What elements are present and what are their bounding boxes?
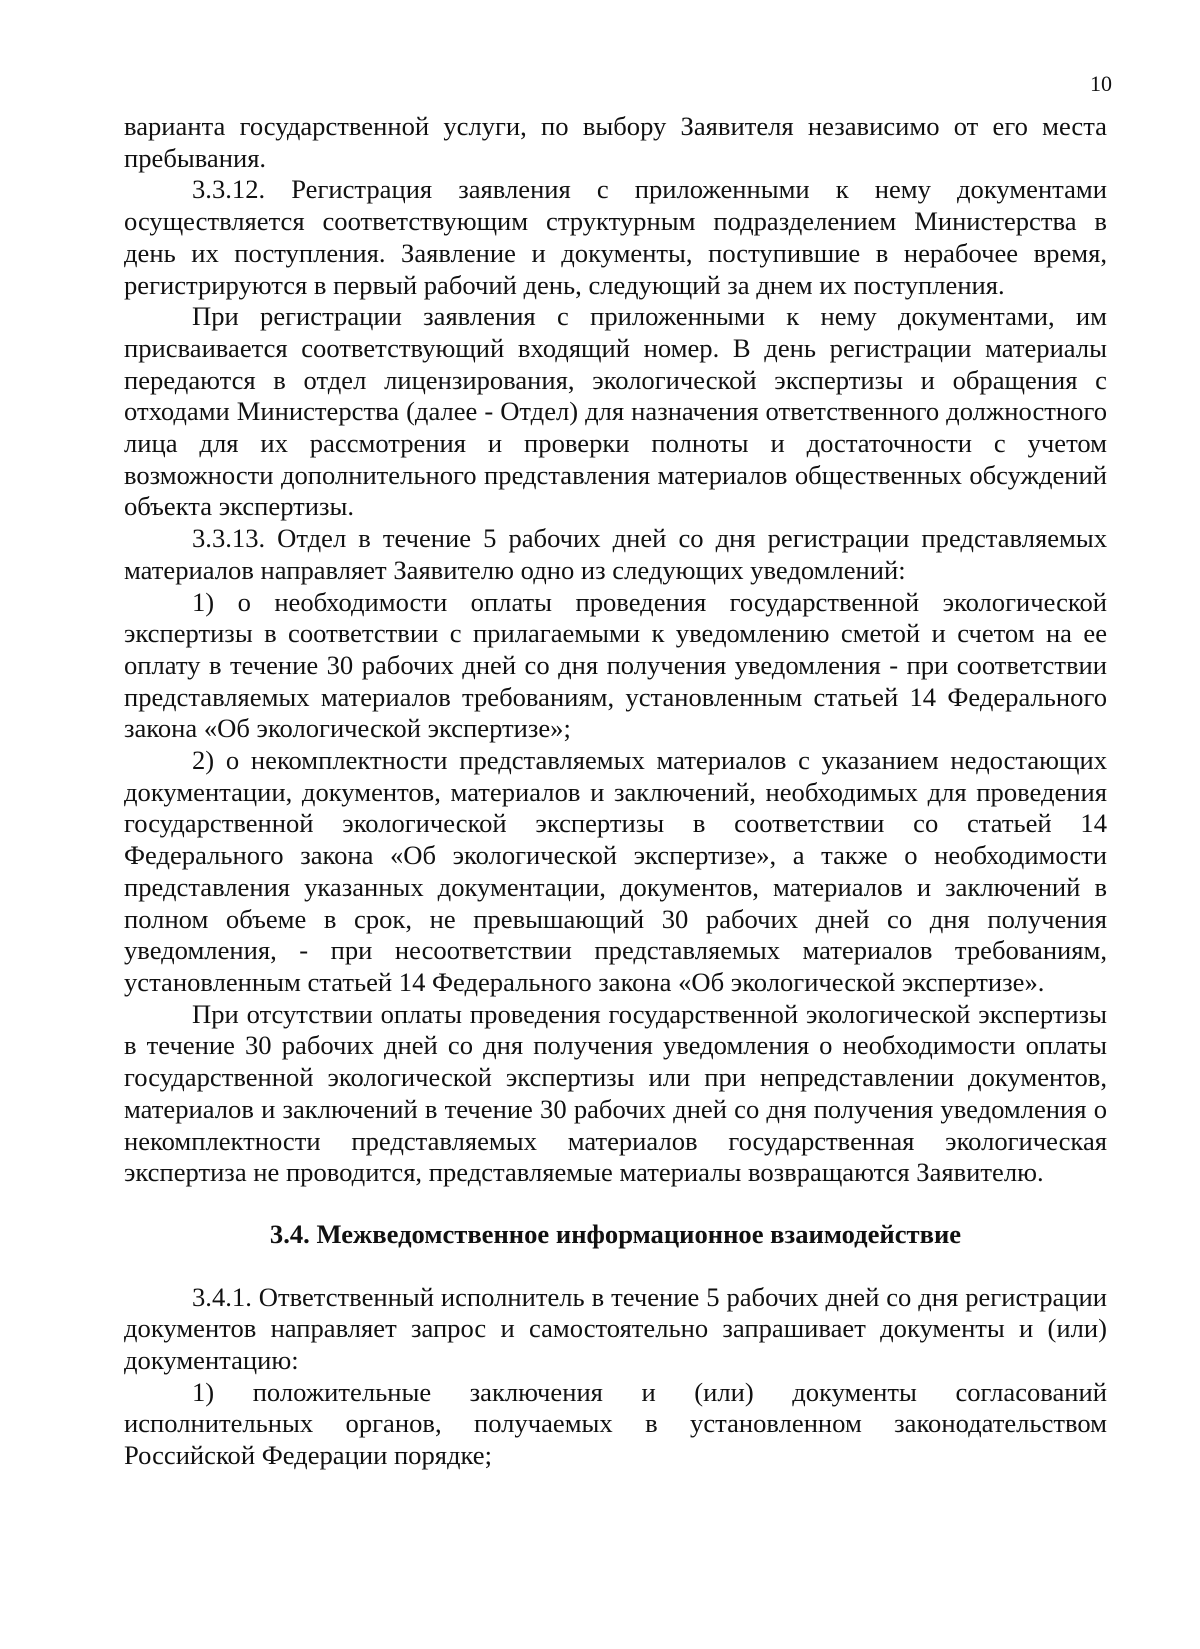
document-body bbox=[124, 111, 1107, 1472]
list-item-1: 1) о необходимости оплаты проведения государственной экологической экспертизы в соответствии с прилагаемыми к уведомлению сметой и счетом на ее оплату в течение 30 рабочих дней со дня получения уведомления - при соответствии представляемых материалов требованиям, установленным статьей 14 Федерального закона «Об экологической экспертизе»; bbox=[124, 586, 1107, 744]
paragraph-3-3-12: 3.3.12. Регистрация заявления с приложенными к нему документами осуществляется соответствующим структурным подразделением Министерства в день их поступления. Заявление и документы, поступившие в нерабочее время, регистрируются в первый рабочий день, следующий за днем их поступления. bbox=[124, 174, 1107, 300]
list-item-1: 1) положительные заключения и (или) документы согласований исполнительных органов, получаемых в установленном законодательством Российской Федерации порядке; bbox=[124, 1376, 1107, 1471]
paragraph: При регистрации заявления с приложенными к нему документами, им присваивается соответствующий входящий номер. В день регистрации материалы передаются в отдел лицензирования, экологической экспертизы и обращения с отходами Министерства (далее - Отдел) для назначения ответственного должностного лица для их рассмотрения и проверки полноты и достаточности с учетом возможности дополнительного представления материалов общественных обсуждений объекта экспертизы. bbox=[124, 301, 1107, 522]
paragraph-3-3-13: 3.3.13. Отдел в течение 5 рабочих дней со дня регистрации представляемых материалов направляет Заявителю одно из следующих уведомлений: bbox=[124, 523, 1107, 585]
paragraph: варианта государственной услуги, по выбору Заявителя независимо от его места пребывания. bbox=[124, 111, 1107, 173]
list-item-2: 2) о некомплектности представляемых материалов с указанием недостающих документации, документов, материалов и заключений, необходимых для проведения государственной экологической экспертизы в соответствии со статьей 14 Федерального закона «Об экологической экспертизе», а также о необходимости представления указанных документации, документов, материалов и заключений в полном объеме в срок, не превышающий 30 рабочих дней со дня получения уведомления, - при несоответствии представляемых материалов требованиям, установленным статьей 14 Федерального закона «Об экологической экспертизе». bbox=[124, 745, 1107, 997]
section-heading-3-4: 3.4. Межведомственное информационное взаимодействие bbox=[269, 1218, 962, 1249]
paragraph: При отсутствии оплаты проведения государственной экологической экспертизы в течение 30 рабочих дней со дня получения уведомления о необходимости оплаты государственной экологической экспертизы или при непредставлении документов, материалов и заключений в течение 30 рабочих дней со дня получения уведомления о некомплектности представляемых материалов государственная экологическая экспертиза не проводится, представляемые материалы возвращаются Заявителю. bbox=[124, 998, 1107, 1188]
paragraph-3-4-1: 3.4.1. Ответственный исполнитель в течение 5 рабочих дней со дня регистрации документов направляет запрос и самостоятельно запрашивает документы и (или) документацию: bbox=[124, 1281, 1107, 1376]
page-number: 10 bbox=[1090, 71, 1112, 96]
